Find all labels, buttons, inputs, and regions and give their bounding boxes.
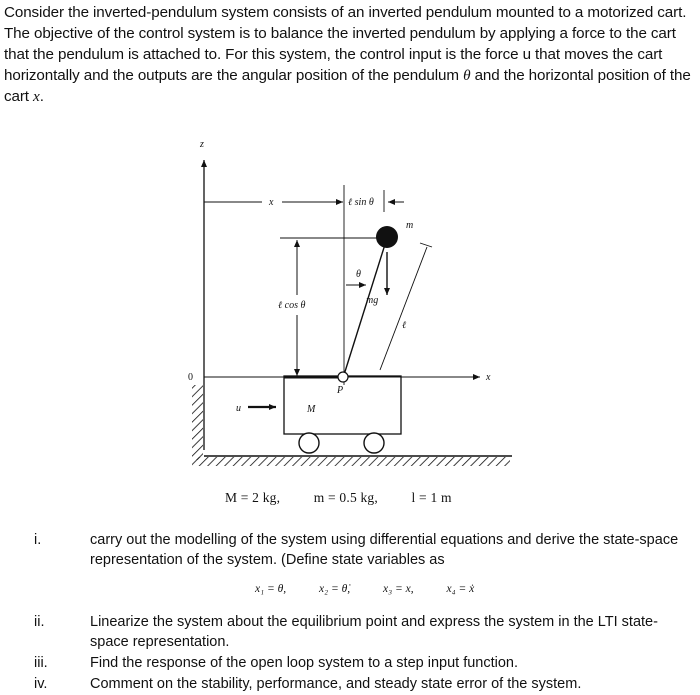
parameter-values	[225, 490, 482, 506]
pendulum-length-value: l = 1 m	[411, 490, 452, 505]
state-x1: x₁ = θ,	[255, 583, 287, 595]
right-wheel	[364, 433, 384, 453]
pendulum-mass	[376, 226, 398, 248]
length-label: ℓ	[402, 320, 407, 331]
question-text: Comment on the stability, performance, and steady state error of the system.	[90, 676, 582, 692]
ground-hatch	[192, 457, 510, 466]
state-x3: x₃ = x,	[383, 583, 414, 595]
problem-statement	[4, 2, 698, 107]
question-number: ii.	[34, 614, 45, 630]
mass-label: m	[406, 220, 414, 231]
x-dimension-label: x	[269, 197, 274, 208]
pivot-label: P	[337, 385, 344, 396]
pendulum-rod	[343, 238, 387, 378]
inverted-pendulum-diagram	[0, 130, 700, 480]
question-text: carry out the modelling of the system using differential equations and derive the state-space representation of the system. (Define state variables as	[90, 532, 679, 568]
intro-end-text: .	[39, 88, 44, 105]
origin-label: 0	[188, 372, 193, 383]
pivot-point	[338, 372, 348, 382]
state-x2: x₂ = θ̇,	[319, 583, 351, 595]
lsin-label: ℓ sin θ	[348, 197, 374, 208]
left-wheel	[299, 433, 319, 453]
force-label: u	[236, 403, 241, 414]
intro-mid-text: and the horizontal position of the cart	[4, 67, 691, 105]
question-text: Find the response of the open loop system to a step input function.	[90, 655, 519, 671]
x-symbol: x	[33, 88, 40, 105]
theta-label: θ	[356, 269, 361, 280]
question-number: i.	[34, 532, 42, 548]
state-variables	[255, 583, 504, 595]
question-text: Linearize the system about the equilibrium point and express the system in the LTI state-space representation.	[90, 614, 658, 650]
theta-symbol: θ	[463, 67, 471, 84]
question-number: iii.	[34, 655, 48, 671]
lcos-label: ℓ cos θ	[278, 300, 306, 311]
x-axis-label: x	[486, 372, 491, 383]
intro-text: Consider the inverted-pendulum system consists of an inverted pendulum mounted to a motorized cart. The objective of the control system is to balance the inverted pendulum by applying a force to the cart that the pendulum is attached to. For this system, the control input is the force u that moves the cart horizontally and the outputs are the angular position of the pendulum	[4, 4, 687, 84]
mg-label: mg	[366, 295, 379, 306]
pendulum-mass-value: m = 0.5 kg,	[313, 490, 378, 505]
cart-mass-value: M = 2 kg,	[225, 490, 281, 505]
state-x4: x₄ = ẋ	[446, 583, 475, 595]
z-axis-label: z	[200, 139, 204, 150]
cart-mass-label: M	[307, 404, 316, 415]
wall-hatch	[192, 385, 203, 460]
question-number: iv.	[34, 676, 48, 692]
